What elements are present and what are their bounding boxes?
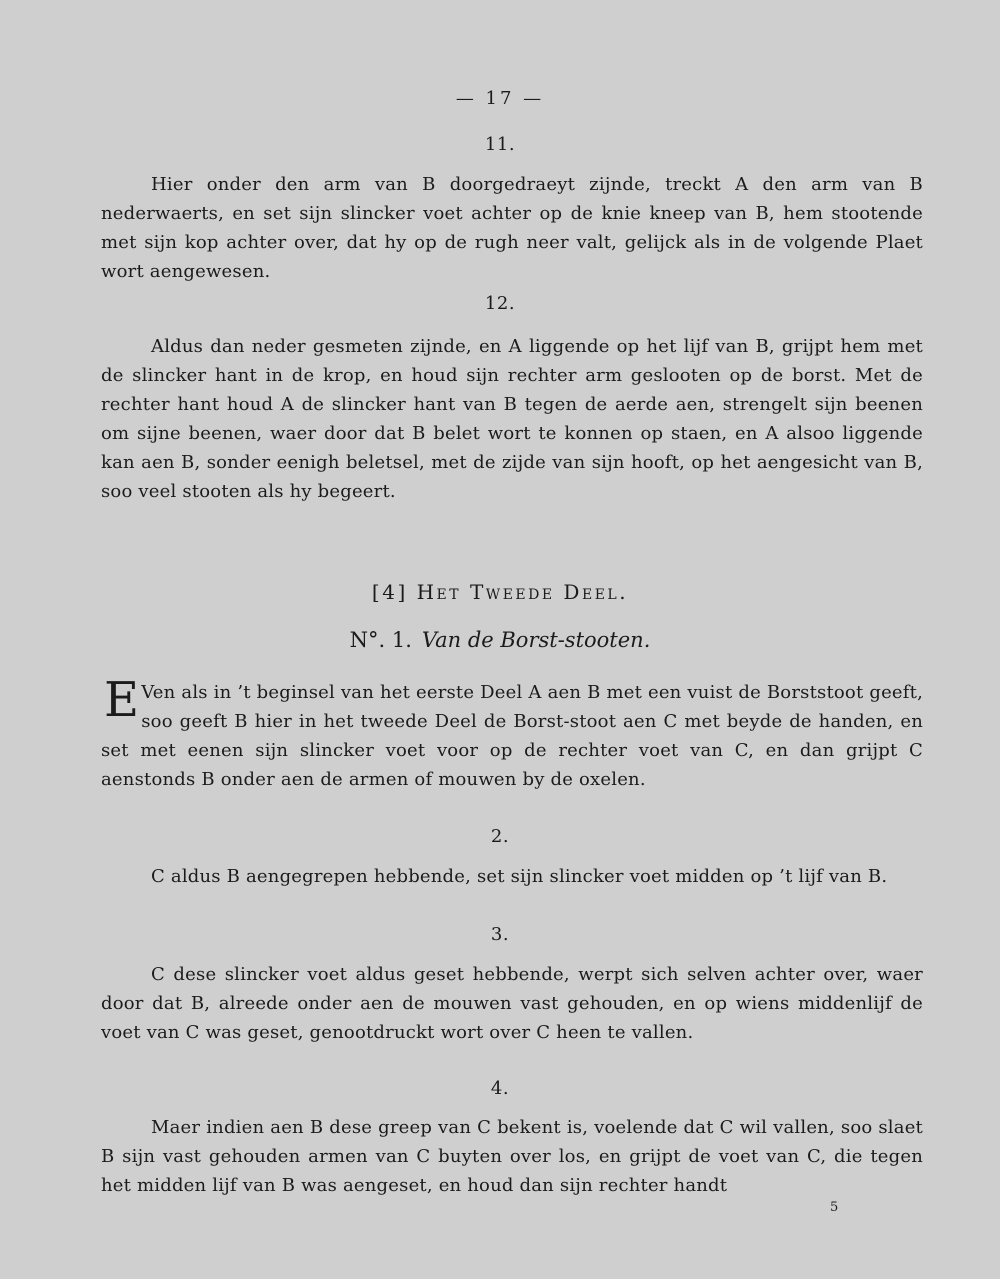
- page-header: — 17 —: [455, 88, 545, 109]
- drop-cap-letter: E: [104, 672, 140, 728]
- section-number-3: 3.: [490, 924, 510, 945]
- section-title-number: N°. 1.: [349, 628, 412, 652]
- paragraph-1-text: Ven als in ’t beginsel van het eerste Deel A aen B met een vuist de Borststoot geeft, soo geeft B hier in het tweede Deel de Borst-stoot aen C met beyde de handen, en set met eenen sijn slincker voet voor op de rechter voet van C, en dan grijpt C aenstonds B onder aen de armen of mouwen by de oxelen.: [101, 682, 923, 790]
- part-title: [4] Het Tweede Deel.: [371, 580, 629, 604]
- paragraph-3: C dese slincker voet aldus geset hebbende, werpt sich selven achter over, waer door dat B, alreede onder aen de mouwen vast gehouden, en op wiens middenlijf de voet van C was geset, genootdruckt wort over C heen te vallen.: [101, 964, 923, 1043]
- signature-mark: 5: [830, 1200, 839, 1215]
- section-number-12: 12.: [484, 293, 516, 314]
- paragraph-1: [101, 672, 923, 794]
- section-number-11: 11.: [484, 134, 516, 155]
- section-title-text: Van de Borst-stooten.: [421, 628, 651, 652]
- paragraph-2: C aldus B aengegrepen hebbende, set sijn slincker voet midden op ’t lijf van B.: [151, 866, 888, 887]
- section-number-2: 2.: [490, 826, 510, 847]
- section-number-4: 4.: [490, 1078, 510, 1099]
- paragraph-11: Hier onder den arm van B doorgedraeyt zijnde, treckt A den arm van B nederwaerts, en set sijn slincker voet achter op de knie kneep van B, hem stootende met sijn kop achter over, dat hy op de rugh neer valt, gelijck als in de volgende Plaet wort aengewesen.: [101, 174, 923, 282]
- paragraph-4: Maer indien aen B dese greep van C bekent is, voelende dat C wil vallen, soo slaet B sijn vast gehouden armen van C buyten over los, en grijpt de voet van C, die tegen het midden lijf van B was aengeset, en houd dan sijn rechter handt: [101, 1117, 923, 1196]
- section-title: [0, 628, 1000, 652]
- paragraph-12: Aldus dan neder gesmeten zijnde, en A liggende op het lijf van B, grijpt hem met de slincker hant in de krop, en houd sijn rechter arm geslooten op de borst. Met de rechter hant houd A de slincker hant van B tegen de aerde aen, strengelt sijn beenen om sijne beenen, waer door dat B belet wort te konnen op staen, en A alsoo liggende kan aen B, sonder eenigh beletsel, met de zijde van sijn hooft, op het aengesicht van B, soo veel stooten als hy begeert.: [101, 336, 923, 502]
